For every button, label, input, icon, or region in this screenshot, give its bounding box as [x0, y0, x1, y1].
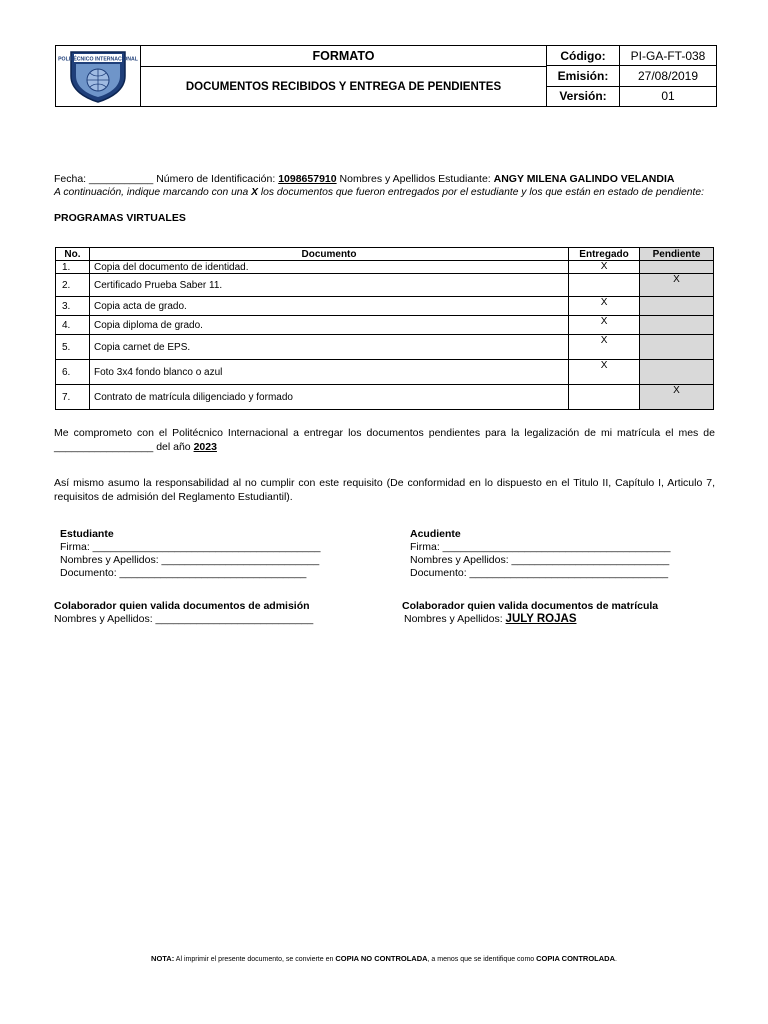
- row-entregado: X: [569, 316, 640, 335]
- commitment-paragraph: [54, 426, 715, 454]
- row-entregado: [569, 274, 640, 297]
- table-row: [56, 385, 714, 410]
- enrollment-validator-nombres: [402, 613, 658, 626]
- instruction-x: X: [251, 187, 258, 198]
- codigo-value: PI-GA-FT-038: [630, 48, 706, 63]
- logo-text: POLITÉCNICO INTERNACIONAL: [58, 56, 138, 63]
- fecha-blank: ___________: [89, 173, 154, 185]
- row-no: 2.: [56, 274, 90, 297]
- id-label: Número de Identificación:: [156, 173, 276, 185]
- row-document: Certificado Prueba Saber 11.: [89, 274, 568, 297]
- row-pendiente: [640, 316, 714, 335]
- commitment-text: Me comprometo con el Politécnico Internacional a entregar los documentos pendientes para la legalización de mi matrícula el mes de: [54, 427, 715, 439]
- student-info-line: [54, 173, 674, 185]
- nota-text-c: .: [615, 956, 617, 963]
- row-document: Copia diploma de grado.: [89, 316, 568, 335]
- document-header: [55, 45, 717, 107]
- row-document: Copia carnet de EPS.: [89, 335, 568, 360]
- responsibility-paragraph: Así mismo asumo la responsabilidad al no cumplir con este requisito (De conformidad en lo dispuesto en el Titulo II, Capítulo I, Articulo 7, requisitos de admisión del Reglamento Estudiantil).: [54, 477, 715, 503]
- row-no: 4.: [56, 316, 90, 335]
- row-entregado: X: [569, 261, 640, 274]
- emision-row: [547, 66, 716, 86]
- table-header-row: [56, 248, 714, 261]
- version-label: Versión:: [547, 87, 620, 106]
- guardian-documento: Documento: __________________________________: [410, 567, 669, 579]
- month-blank: _________________: [54, 441, 154, 453]
- table-row: [56, 360, 714, 385]
- table-row: [56, 274, 714, 297]
- header-title-cell: [141, 46, 547, 106]
- row-entregado: [569, 385, 640, 410]
- table-row: [56, 297, 714, 316]
- student-documento: Documento: ________________________________: [60, 567, 307, 579]
- codigo-row: [547, 46, 716, 66]
- row-no: 6.: [56, 360, 90, 385]
- student-firma: Firma: _______________________________________: [60, 541, 321, 553]
- row-no: 7.: [56, 385, 90, 410]
- row-document: Copia acta de grado.: [89, 297, 568, 316]
- enrollment-validator-label: Nombres y Apellidos:: [404, 613, 506, 625]
- year-value: 2023: [193, 441, 217, 453]
- codigo-label: Código:: [547, 46, 620, 65]
- nota-text-b: , a menos que se identifique como: [427, 956, 537, 963]
- enrollment-validator-name: JULY ROJAS: [505, 613, 577, 625]
- document-title: DOCUMENTOS RECIBIDOS Y ENTREGA DE PENDIENTES: [185, 80, 502, 93]
- row-pendiente: [640, 297, 714, 316]
- name-value: ANGY MILENA GALINDO VELANDIA: [493, 173, 675, 185]
- table-row: [56, 335, 714, 360]
- guardian-title: Acudiente: [410, 528, 461, 540]
- instruction-line: [54, 187, 704, 198]
- guardian-signature-block: [410, 528, 670, 580]
- enrollment-validator-title: Colaborador quien valida documentos de matrícula: [402, 600, 659, 612]
- student-nombres: Nombres y Apellidos: ___________________________: [60, 554, 320, 566]
- nota-bold-b: COPIA CONTROLADA: [536, 954, 616, 963]
- admission-validator-title: Colaborador quien valida documentos de admisión: [54, 600, 310, 612]
- row-document: Copia del documento de identidad.: [89, 261, 568, 274]
- emision-label: Emisión:: [547, 66, 620, 85]
- row-no: 5.: [56, 335, 90, 360]
- row-document: Contrato de matrícula diligenciado y formado: [89, 385, 568, 410]
- student-signature-block: [60, 528, 320, 580]
- version-value: 01: [661, 89, 675, 104]
- row-entregado: X: [569, 297, 640, 316]
- nota-label: NOTA:: [151, 954, 175, 963]
- header-pendiente: Pendiente: [640, 248, 714, 261]
- institution-logo: [58, 48, 138, 104]
- student-title: Estudiante: [60, 528, 114, 540]
- row-entregado: X: [569, 360, 640, 385]
- table-row: [56, 316, 714, 335]
- admission-validator-nombres: Nombres y Apellidos: ___________________________: [54, 613, 314, 625]
- row-no: 3.: [56, 297, 90, 316]
- header-documento: Documento: [89, 248, 568, 261]
- enrollment-validator-block: [402, 600, 658, 626]
- version-row: [547, 87, 716, 106]
- nota-text-a: Al imprimir el presente documento, se convierte en: [174, 956, 336, 963]
- header-no: No.: [56, 248, 90, 261]
- documents-table: [55, 247, 714, 410]
- id-value: 1098657910: [278, 173, 337, 185]
- footer-note: [0, 954, 768, 963]
- row-no: 1.: [56, 261, 90, 274]
- row-pendiente: X: [640, 385, 714, 410]
- year-label: del año: [153, 441, 194, 453]
- fecha-label: Fecha:: [54, 173, 87, 185]
- guardian-nombres: Nombres y Apellidos: ___________________________: [410, 554, 670, 566]
- instruction-text-a: A continuación, indique marcando con una: [54, 187, 252, 198]
- row-pendiente: [640, 261, 714, 274]
- table-row: [56, 261, 714, 274]
- admission-validator-block: [54, 600, 313, 626]
- header-meta: [547, 46, 716, 106]
- header-entregado: Entregado: [569, 248, 640, 261]
- logo-cell: [56, 46, 141, 106]
- row-pendiente: X: [640, 274, 714, 297]
- guardian-firma: Firma: _______________________________________: [410, 541, 671, 553]
- row-entregado: X: [569, 335, 640, 360]
- name-label: Nombres y Apellidos Estudiante:: [339, 173, 491, 185]
- emision-value: 27/08/2019: [637, 68, 699, 83]
- format-label: FORMATO: [141, 46, 546, 67]
- nota-bold-a: COPIA NO CONTROLADA: [335, 954, 428, 963]
- row-document: Foto 3x4 fondo blanco o azul: [89, 360, 568, 385]
- section-title: PROGRAMAS VIRTUALES: [54, 212, 186, 224]
- row-pendiente: [640, 335, 714, 360]
- row-pendiente: [640, 360, 714, 385]
- instruction-text-b: los documentos que fueron entregados por el estudiante y los que están en estado de pendiente:: [257, 187, 704, 198]
